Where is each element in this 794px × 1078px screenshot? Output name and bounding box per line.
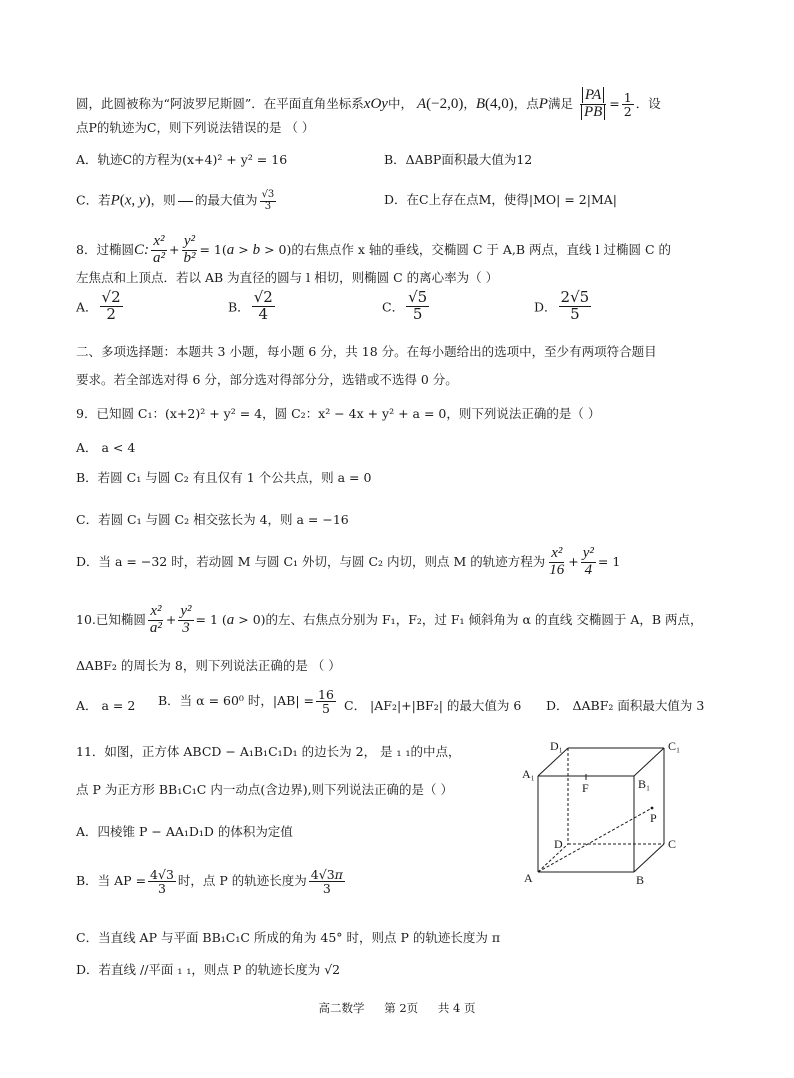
- footer-total: 共 4 页: [437, 1001, 476, 1015]
- edge-b1-c1: [634, 748, 664, 776]
- q10-option-a: A． a = 2: [76, 698, 136, 713]
- q8-option-d: D． $\frac{2√5}{5}$: [534, 288, 590, 323]
- q8-option-value: $\frac{2√5}{5}$: [560, 288, 590, 323]
- label-c1: C₁: [668, 739, 681, 753]
- label-b: B: [636, 873, 645, 886]
- q7-option-a: A．轨迹C的方程为(x+4)² + y² = 16: [76, 152, 288, 167]
- section2-line1: 二、多项选择题：本题共 3 小题，每小题 6 分，共 18 分。在每小题给出的选项中，至少有两项符合题目: [76, 344, 657, 359]
- q10-line2: ΔABF₂ 的周长为 8，则下列说法正确的是 （ ）: [76, 658, 341, 673]
- label-d1: D₁: [550, 739, 563, 753]
- q9-option-d: D．当 a = −32 时，若动圆 M 与圆 C₁ 外切，与圆 C₂ 内切，则点 M 的轨迹方程为 $\frac{\text{x²}}{16}$ + $\frac{\text{y²}}{4}$ = 1: [76, 545, 621, 578]
- label-d: D: [554, 837, 563, 851]
- edge-a-d: [538, 844, 568, 872]
- q11-option-b: B．当 AP = $\frac{4√3}{3}$ 时，点 P 的轨迹长度为 $\frac{4√3\pi}{3}$: [76, 867, 343, 897]
- q10-option-d: D． ΔABF₂ 面积最大值为 3: [546, 698, 705, 713]
- q10-option-c: C． |AF₂|+|BF₂| 的最大值为 6: [344, 698, 522, 713]
- q9-option-c: C．若圆 C₁ 与圆 C₂ 相交弦长为 4，则 a = −16: [76, 512, 349, 527]
- q10-line1: 10.已知椭圆 $\frac{\text{x²}}{\text{a²}}$ + $\frac{\text{y²}}{3}$ = 1 (a > 0)的左、右焦点分别为 F₁，F₂，过 F₁ 倾斜角为 α 的直线 交椭圆于 A，B 两点，: [76, 603, 703, 636]
- q7-line2: 点P的轨迹为C，则下列说法错误的是 （ ）: [76, 120, 315, 135]
- q11-line2: 点 P 为正方形 BB₁C₁C 内一动点(含边界),则下列说法正确的是（ ）: [76, 782, 454, 797]
- ratio-pa-pb: $\frac{PA}{PB}$: [579, 88, 607, 121]
- q7-option-d: D．在C上存在点M，使得|MO| = 2|MA|: [384, 192, 617, 207]
- label-p: P: [650, 811, 657, 825]
- q9-stem: 9．已知圆 C₁：(x+2)² + y² = 4，圆 C₂：x² − 4x + y² + a = 0，则下列说法正确的是（ ）: [76, 406, 601, 421]
- q8-option-b: B． $\frac{√2}{4}$: [228, 288, 273, 323]
- q8-option-value: $\frac{√5}{5}$: [408, 288, 428, 323]
- q7-option-b: B．ΔABP面积最大值为12: [384, 152, 533, 167]
- footer-subject: 高二数学: [318, 1001, 365, 1015]
- q8-option-a: A． $\frac{√2}{2}$: [76, 288, 121, 323]
- q11-option-c: C．当直线 AP 与平面 BB₁C₁C 所成的角为 45° 时，则点 P 的轨迹长度为 π: [76, 930, 501, 945]
- edge-b-c: [634, 844, 664, 872]
- q10-option-b: B．当 α = 60⁰ 时，|AB| = $\frac{16}{5}$: [158, 687, 334, 717]
- q9-option-a: A． a < 4: [76, 440, 136, 455]
- section2-line2: 要求。若全部选对得 6 分，部分选对得部分分，选错或不选得 0 分。: [76, 372, 458, 387]
- label-a: A: [524, 871, 533, 885]
- q8-line1: 8．过椭圆C: $\frac{\text{x²}}{\text{a²}}$ + $\frac{\text{y²}}{\text{b²}}$ = 1(a > b > 0)的右焦点作 x 轴的垂线，交椭圆 C 于 A,B 两点，直线 l 过椭圆 C 的: [76, 233, 671, 266]
- q9-option-b: B．若圆 C₁ 与圆 C₂ 有且仅有 1 个公共点，则 a = 0: [76, 470, 372, 485]
- q11-line1: 11．如图，正方体 ABCD − A₁B₁C₁D₁ 的边长为 2， 是 ₁ ₁的中点，: [76, 744, 461, 759]
- point-b: B(4,0): [475, 95, 514, 112]
- q8-line2: 左焦点和上顶点．若以 AB 为直径的圆与 l 相切，则椭圆 C 的离心率为（ ）: [76, 270, 499, 285]
- cube-figure: [516, 736, 696, 886]
- footer-page: 第 2页: [384, 1001, 419, 1015]
- page-footer: [0, 1000, 794, 1016]
- q11-option-a: A．四棱锥 P − AA₁D₁D 的体积为定值: [76, 824, 293, 839]
- label-c: C: [668, 837, 677, 851]
- q7-line1: 圆，此圆被称为“阿波罗尼斯圆”．在平面直角坐标系xOy中， A(−2,0)，B(4,0)，点P满足 $\frac{PA}{PB}$ = $\frac{1}{2}$ ．设: [76, 87, 661, 120]
- q7-option-c: C．若P(x, y)，则 的最大值为 $\frac{√3}{3}$: [76, 189, 275, 212]
- label-b1: B₁: [638, 777, 651, 791]
- q8-option-value: $\frac{√2}{2}$: [101, 288, 121, 323]
- label-f: F: [582, 781, 589, 795]
- q8-option-c: C． $\frac{√5}{5}$: [382, 288, 428, 323]
- q8-option-value: $\frac{√2}{4}$: [253, 288, 273, 323]
- label-a1: A₁: [522, 767, 535, 781]
- point-a: A(−2,0): [416, 95, 464, 112]
- q11-option-d: D．若直线 //平面 ₁ ₁，则点 P 的轨迹长度为 √2: [76, 962, 341, 977]
- point-p-mark: [651, 807, 654, 810]
